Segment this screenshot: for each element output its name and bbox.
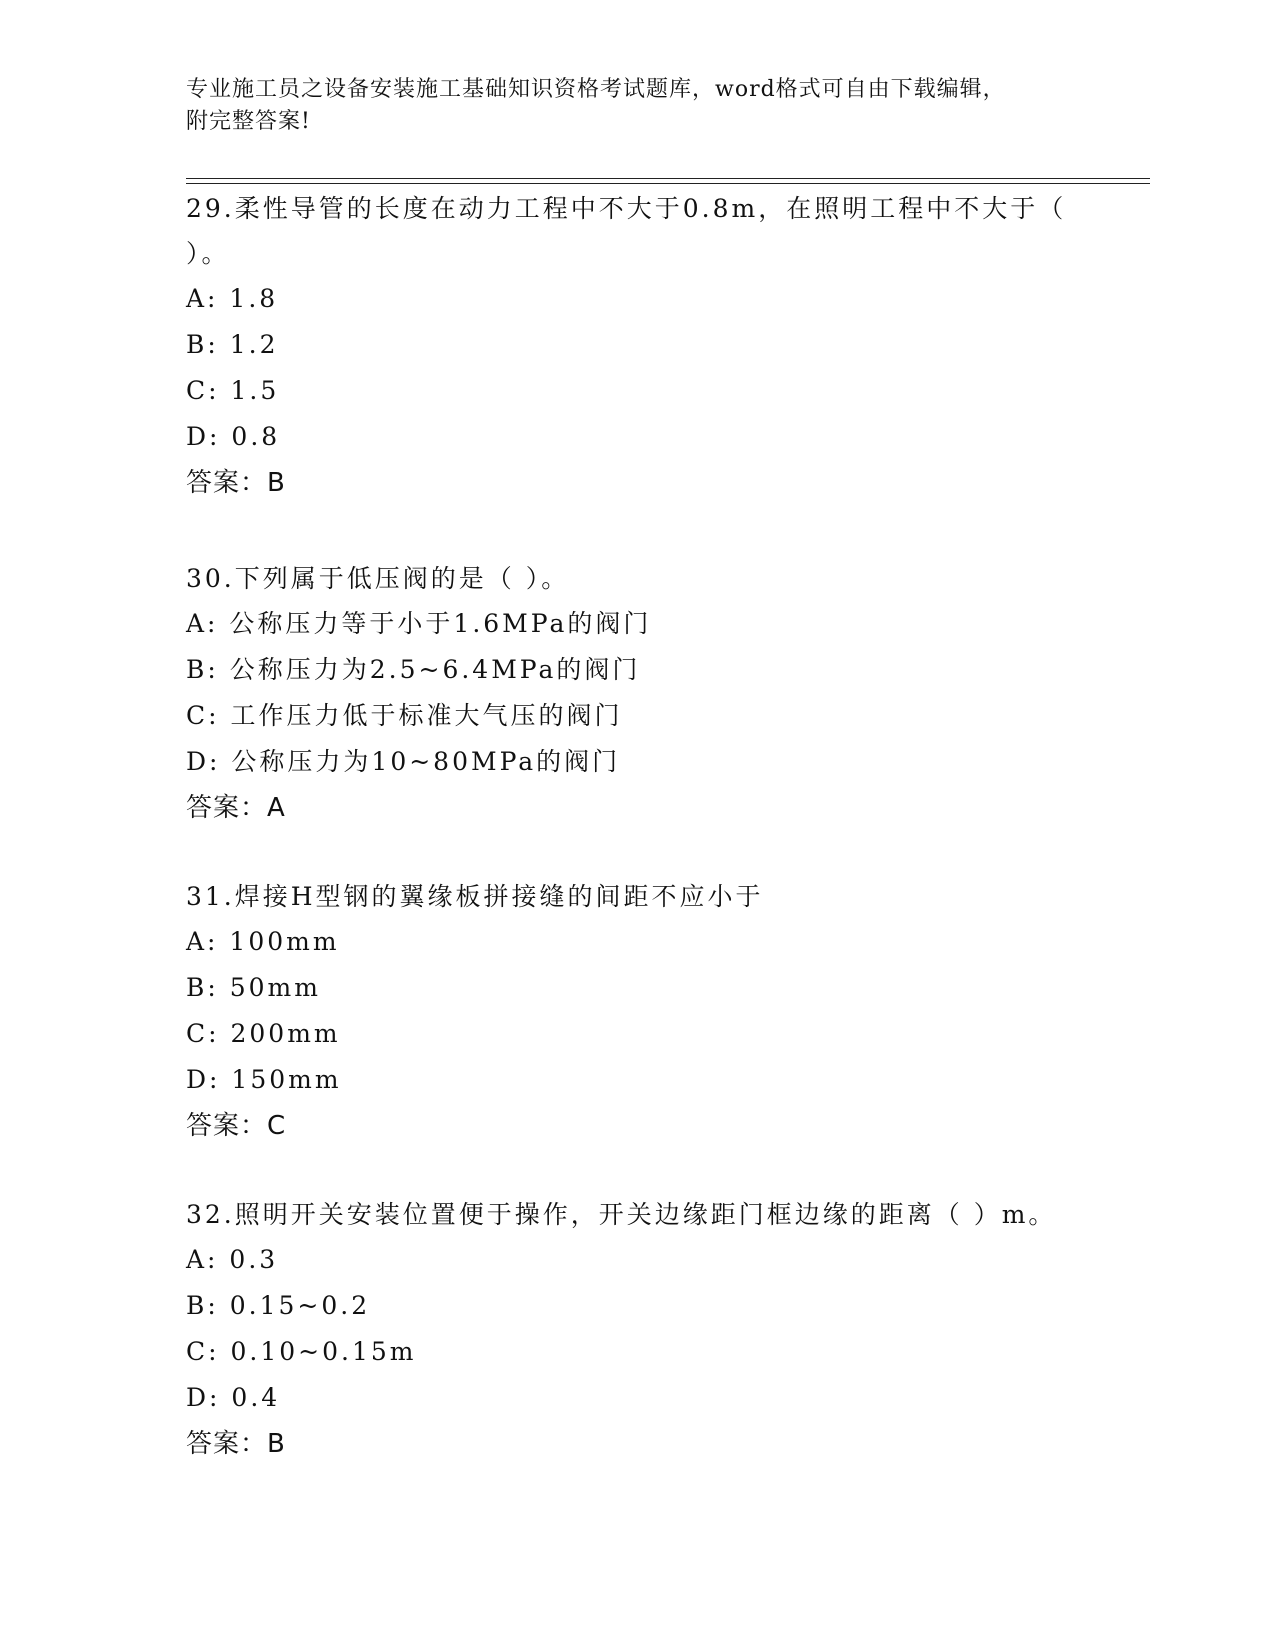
header-rule-top xyxy=(186,178,1150,179)
option-d: D: 0.4 xyxy=(186,1383,281,1412)
answer: 答案：A xyxy=(186,793,286,823)
header-line-1: 专业施工员之设备安装施工基础知识资格考试题库，word格式可自由下载编辑， xyxy=(186,77,1006,102)
option-c: C: 0.10~0.15m xyxy=(186,1337,417,1366)
option-c: C: 工作压力低于标准大气压的阀门 xyxy=(186,701,623,730)
option-a: A: 公称压力等于小于1.6MPa的阀门 xyxy=(186,609,652,638)
question-30 xyxy=(186,556,1086,831)
option-c: C: 200mm xyxy=(186,1019,341,1048)
option-b: B: 1.2 xyxy=(186,330,279,359)
option-b: B: 50mm xyxy=(186,973,321,1002)
option-b: B: 公称压力为2.5~6.4MPa的阀门 xyxy=(186,655,641,684)
option-c: C: 1.5 xyxy=(186,376,280,405)
option-d: D: 0.8 xyxy=(186,422,281,451)
option-b: B: 0.15~0.2 xyxy=(186,1291,371,1320)
header-line-2: 附完整答案! xyxy=(186,109,311,134)
option-a: A: 100mm xyxy=(186,927,340,956)
question-stem-line: 30.下列属于低压阀的是（ ）。 xyxy=(186,564,570,593)
answer: 答案：C xyxy=(186,1111,287,1141)
question-stem-line: 31.焊接H型钢的翼缘板拼接缝的间距不应小于 xyxy=(186,882,764,911)
option-a: A: 0.3 xyxy=(186,1245,279,1274)
answer: 答案：B xyxy=(186,1429,286,1459)
option-a: A: 1.8 xyxy=(186,284,279,313)
option-d: D: 公称压力为10~80MPa的阀门 xyxy=(186,747,621,776)
question-stem-line: 29.柔性导管的长度在动力工程中不大于0.8m，在照明工程中不大于（ xyxy=(186,194,1067,223)
option-d: D: 150mm xyxy=(186,1065,342,1094)
document-header xyxy=(186,74,1086,138)
header-rule-bottom xyxy=(186,183,1150,184)
question-29 xyxy=(186,186,1086,506)
question-31 xyxy=(186,874,1086,1149)
question-stem-line: ）。 xyxy=(186,239,230,268)
question-stem-line: 32.照明开关安装位置便于操作，开关边缘距门框边缘的距离（ ）m。 xyxy=(186,1200,1057,1229)
question-32 xyxy=(186,1192,1086,1467)
answer: 答案：B xyxy=(186,468,286,498)
